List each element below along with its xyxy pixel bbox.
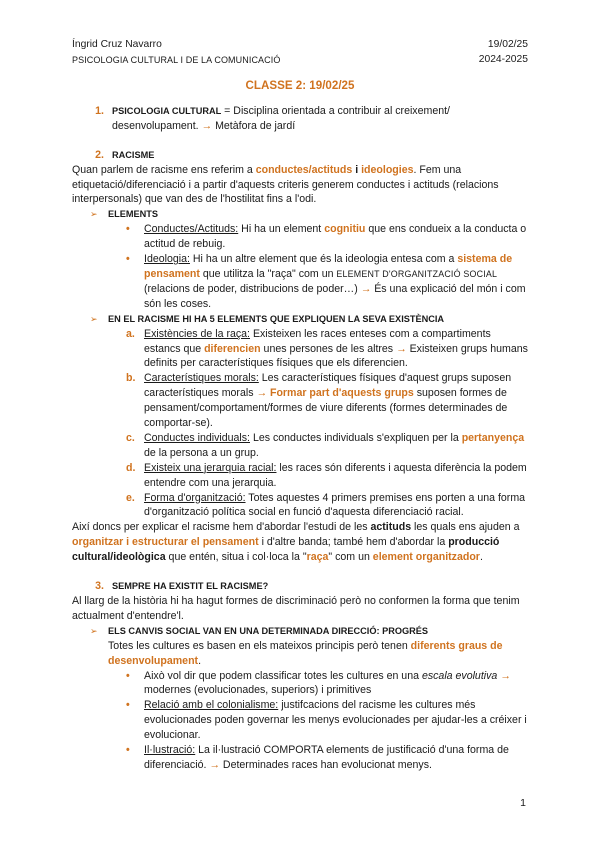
list-marker: e. [126, 491, 135, 504]
author-name: Íngrid Cruz Navarro [72, 39, 162, 50]
list-item-c [126, 431, 528, 461]
list-item [126, 252, 528, 312]
item-label: Existències de la raça: [144, 327, 250, 340]
list-marker: b. [126, 372, 136, 385]
section-text: = Disciplina orientada a contribuir al creixement/ desenvolupament. [112, 104, 450, 132]
item-label: Forma d'organització: [144, 491, 246, 504]
highlight: conductes/actituds [255, 163, 353, 176]
list-heading: ELS CANVIS SOCIAL VAN EN UNA DETERMINADA DIRECCIÓ: PROGRÉS [108, 625, 429, 636]
list-item [126, 222, 528, 252]
text: . [198, 654, 202, 667]
section-number: 2. [95, 148, 104, 161]
paragraph [72, 163, 528, 208]
item-label: Conductes individuals: [144, 431, 250, 444]
item-label: Existeix una jerarquia racial: [144, 461, 277, 474]
section-heading: PSICOLOGIA CULTURAL [112, 105, 222, 116]
list-item-d [126, 461, 528, 491]
arrow-icon: → [500, 669, 511, 682]
text: unes persones de les altres [260, 342, 397, 355]
text: les races són diferents i aquesta diferència la podem entendre com una jerarquia. [144, 461, 527, 489]
list-marker: d. [126, 461, 136, 474]
text: que ens condueix a la conducta o actitud de rebuig. [144, 223, 527, 251]
text: (relacions de poder, distribucions de poder…) [144, 282, 361, 295]
diamond-bullet-icon: ➢ [90, 209, 98, 220]
list-marker: c. [126, 431, 135, 444]
section-heading: RACISME [112, 149, 155, 160]
text: Això vol dir que podem classificar totes les cultures en una [144, 669, 422, 682]
highlight: → Formar part d'aquests grups [256, 387, 414, 400]
text: Existeixen les races enteses com a compartiments estancs que [144, 327, 491, 355]
list-item [126, 698, 528, 743]
page-title: CLASSE 2: 19/02/25 [245, 79, 355, 92]
item-label: Característiques morals: [144, 372, 259, 385]
highlight: cognitiu [324, 223, 366, 236]
highlight: diferents graus de desenvolupament [108, 639, 503, 667]
text: suposen formes de pensament/comportament/formes de viure diferents (formes determinades de comportar-se). [144, 387, 508, 430]
list-heading: ELEMENTS [108, 209, 159, 220]
text: les quals ens ajuden a [411, 521, 520, 534]
text: Existeixen grups humans definits per característiques físiques que els diferencien. [144, 342, 528, 370]
item-label: Conductes/Actituds: [144, 223, 239, 236]
arrow-icon: → [209, 758, 220, 771]
section-2-heading [72, 148, 528, 163]
text: Totes les cultures es basen en els mateixos principis però tenen [108, 639, 411, 652]
list-heading-progress [90, 624, 528, 639]
text: i d'altre banda; també hem d'abordar la [258, 536, 449, 549]
list-item-b [126, 371, 528, 431]
section-text-tail: Metàfora de jardí [212, 119, 296, 132]
text: Les característiques físiques d'aquest grups suposen característiques morals [144, 372, 512, 400]
text: És una explicació del món i com són les coses. [144, 282, 526, 310]
list-heading-elements [90, 207, 528, 222]
section-number: 3. [95, 580, 104, 593]
item-label: Relació amb el colonialisme: [144, 699, 279, 712]
diamond-bullet-icon: ➢ [90, 313, 98, 324]
dot-bullet-icon: • [126, 744, 130, 757]
section-3-heading [72, 579, 528, 594]
bold-text: producció cultural/ideològica [72, 536, 500, 564]
dot-bullet-icon: • [126, 223, 130, 236]
header-row-1 [72, 38, 528, 53]
text: ELEMENT D'ORGANITZACIÓ SOCIAL [336, 268, 498, 279]
header-date: 19/02/25 [487, 39, 528, 50]
item-label: Il·lustració: [144, 744, 196, 757]
highlight: pertanyença [461, 431, 525, 444]
text: Hi ha un element [238, 223, 325, 236]
text: Així doncs per explicar el racisme hem d'abordar l'estudi de les [72, 521, 371, 534]
dot-bullet-icon: • [126, 699, 130, 712]
text: de la persona a un grup. [144, 446, 259, 459]
section-1-body [112, 104, 528, 134]
text: Totes aquestes 4 primers premises ens porten a una forma d'organització política social en funció d'aquesta diferenciació racial. [144, 491, 526, 519]
text: . [479, 551, 483, 564]
text: Les conductes individuals s'expliquen per la [250, 431, 462, 444]
page-number: 1 [520, 797, 526, 809]
list-item [126, 743, 528, 773]
section-number: 1. [95, 104, 104, 117]
text: La il·lustració COMPORTA elements de justificació d'una forma de diferenciació. [144, 744, 509, 771]
list-marker: a. [126, 327, 135, 340]
course-name: PSICOLOGIA CULTURAL I DE LA COMUNICACIÓ [72, 54, 281, 65]
highlight: raça [306, 551, 329, 564]
list-item-e [126, 491, 528, 521]
text: Quan parlem de racisme ens referim a [72, 163, 256, 176]
text: modernes (evolucionades, superiors) i primitives [144, 684, 372, 697]
arrow-icon: → [360, 282, 372, 295]
list-item [126, 669, 528, 699]
paragraph: Al llarg de la història hi ha hagut formes de discriminació però no conformen la forma que tenim actualment d'entendre'l. [72, 595, 520, 622]
arrow-icon: → [396, 342, 407, 355]
text: que entén, situa i col·loca la " [165, 551, 307, 564]
item-label: Ideologia: [144, 253, 190, 266]
list-item-a [126, 327, 528, 372]
text: " com un [328, 551, 373, 564]
section-1 [72, 104, 528, 134]
sub-paragraph [108, 639, 528, 669]
paragraph [72, 520, 528, 565]
bold-text: actituds [370, 521, 412, 534]
text: que utilitza la "raça" com un [199, 267, 337, 280]
highlight: sistema de pensament [144, 253, 513, 280]
diamond-bullet-icon: ➢ [90, 625, 98, 636]
highlight: diferencien [204, 342, 261, 355]
text: Determinades races han evolucionat menys. [219, 758, 432, 771]
highlight: ideologies [361, 163, 414, 176]
italic-text: escala evolutiva [421, 669, 498, 682]
highlight: element organitzador [372, 551, 480, 564]
list-heading: EN EL RACISME HI HA 5 ELEMENTS QUE EXPLIQUEN LA SEVA EXISTÈNCIA [108, 313, 445, 324]
text: justifcacions del racisme les cultures més evolucionades poden governar les menys evolucionades per ajudar-les a créixer i evolucionar. [144, 699, 527, 742]
list-heading-five-elements [90, 312, 528, 327]
highlight: organitzar i estructurar el pensament [72, 536, 259, 549]
arrow-icon: → [201, 119, 213, 132]
section-heading: SEMPRE HA EXISTIT EL RACISME? [112, 581, 269, 592]
dot-bullet-icon: • [126, 253, 130, 266]
text: i [352, 163, 362, 176]
academic-year: 2024-2025 [478, 53, 528, 65]
text: . Fem una etiquetació/diferenciació i a partir d'aquests criteris generem conductes i actituds (relacions interpersonals) que van des de l'hostilitat fins a l'odi. [72, 163, 499, 206]
dot-bullet-icon: • [126, 669, 130, 682]
header-row-2 [72, 53, 528, 68]
text: Hi ha un altre element que és la ideologia entesa com a [189, 253, 458, 266]
